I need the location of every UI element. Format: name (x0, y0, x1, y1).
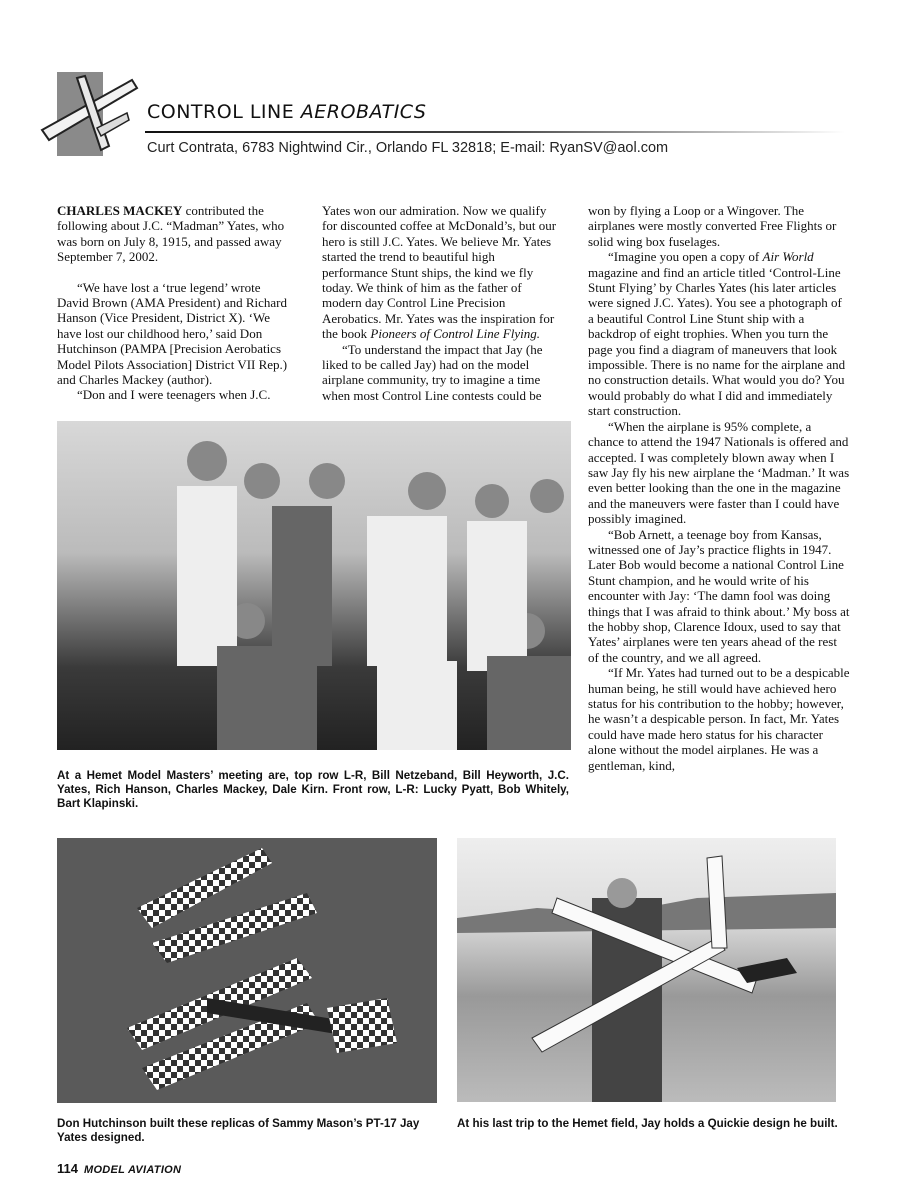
paragraph (322, 203, 560, 342)
magazine-name: MODEL AVIATION (83, 1164, 182, 1176)
paragraph: “If Mr. Yates had turned out to be a despicable human being, he still would have achieved hero status for his contribution to the hobby; however, he wasn’t a despicable person. In fact, Mr. Yates could have made hero status for his character alone without the model airplanes. He was a gentleman, kind, (588, 665, 850, 773)
biplanes-photo (57, 838, 437, 1103)
biplanes-photo-caption: Don Hutchinson built these replicas of Sammy Mason’s PT-17 Jay Yates designed. (57, 1117, 420, 1144)
paragraph: “Bob Arnett, a teenage boy from Kansas, witnessed one of Jay’s practice flights in 1947. Later Bob would become a national Control Line Stunt champion, and he would write of his encounter with Jay: ‘The damn fool was doing things that I was afraid to think about.’ My boss at the hobby shop, Clarence Idoux, used to say that Yates’ airplanes were ten years ahead of the rest of the country, and we all agreed. (588, 526, 850, 665)
title-plain: CONTROL LINE (147, 101, 301, 123)
group-photo-caption: At a Hemet Model Masters’ meeting are, top row L-R, Bill Netzeband, Bill Heyworth, J.C. Yates, Rich Hanson, Charles Mackey, Dale Kirn. Front row, L-R: Lucky Pyatt, Bob Whitely, Bart Klapinski. (57, 769, 569, 810)
quickie-photo (457, 838, 836, 1102)
paragraph (588, 249, 850, 418)
paragraph: “Don and I were teenagers when J.C. (77, 387, 271, 403)
lead-text: contributed the following about J.C. “Madman” Yates, who was born on July 8, 1915, and passed away September 7, 2002. (57, 203, 285, 265)
article-column-1 (57, 203, 289, 403)
paragraph: won by flying a Loop or a Wingover. The airplanes were mostly converted Free Flights or solid wing box fuselages. (588, 203, 837, 249)
paragraph (57, 203, 289, 265)
biplanes-photo-image (57, 838, 437, 1103)
article-column-2 (322, 203, 560, 403)
quickie-photo-caption: At his last trip to the Hemet field, Jay holds a Quickie design he built. (457, 1117, 838, 1130)
page-number: 114 (57, 1161, 78, 1176)
paragraph-text: Yates won our admiration. Now we qualify for discounted coffee at McDonald’s, but our hero is still J.C. Yates. We believe Mr. Yates started the trend to beautiful high performance Stunt ships, the kind we fly today. We think of him as the father of modern day Control Line Precision Aerobatics. Mr. Yates was the inspiration for the book (322, 203, 557, 342)
page-footer (57, 1161, 181, 1176)
quickie-photo-image (457, 838, 836, 1102)
paragraph-text: “Imagine you open a copy of (608, 249, 763, 265)
paragraph: “To understand the impact that Jay (he liked to be called Jay) had on the model airplane community, try to imagine a time when most Control Line contests could be (322, 341, 543, 403)
paragraph-text: magazine and find an article titled ‘Control-Line Stunt Flying’ by Charles Yates (his later articles were signed J.C. Yates). You see a photograph of a beautiful Control Line Stunt ship with a backdrop of eight trophies. When you turn the page you find a diagram of maneuvers that look impossible. There is no name for the airplane and no construction details. What would you do? You would probably do what I did and immediately start construction. (588, 264, 846, 419)
column-title (147, 101, 426, 123)
group-photo (57, 421, 571, 750)
book-title: Pioneers of Control Line Flying. (370, 326, 540, 342)
title-italic: AEROBATICS (300, 101, 427, 123)
airplane-logo-icon (37, 68, 147, 158)
paragraph: “We have lost a ‘true legend’ wrote David Brown (AMA President) and Richard Hanson (Vice President, District X). ‘We have lost our childhood hero,’ said Don Hutchinson (PAMPA [Precision Aerobatics Model Pilots Association] District VII Rep.) and Charles Mackey (author). (57, 279, 288, 388)
group-photo-image (57, 421, 571, 750)
magazine-title: Air World (762, 249, 814, 265)
paragraph: “When the airplane is 95% complete, a chance to attend the 1947 Nationals is offered and accepted. I was completely blown away when I saw Jay fly his new airplane the ‘Madman.’ It was even better looking than the one in the magazine and the maneuvers were faster than I could have possibly imagined. (588, 418, 850, 527)
column-logo (57, 72, 103, 156)
author-address: Curt Contrata, 6783 Nightwind Cir., Orlando FL 32818; E-mail: RyanSV@aol.com (147, 140, 669, 156)
lead-name: CHARLES MACKEY (57, 203, 183, 218)
header-rule (145, 131, 845, 133)
article-column-3 (588, 203, 850, 773)
